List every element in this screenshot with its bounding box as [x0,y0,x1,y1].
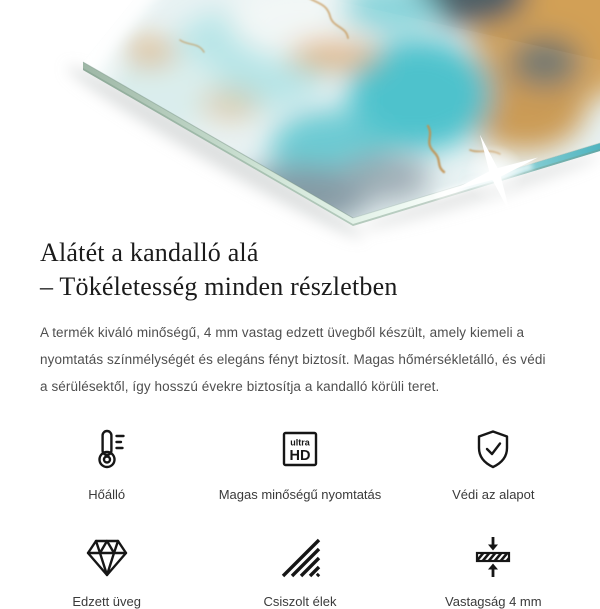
glass-panel-image [0,0,600,230]
feature-label: Magas minőségű nyomtatás [218,487,382,502]
badge-text-ultra: ultra [290,437,310,448]
polished-edges-icon [276,533,324,581]
feature-tempered-glass [10,533,203,609]
ultra-hd-badge-icon [276,426,324,474]
shield-check-icon [469,426,517,474]
feature-protects-base [397,426,590,503]
feature-label: Védi az alapot [452,487,535,502]
feature-thickness [397,533,590,609]
feature-label: Vastagság 4 mm [445,593,542,609]
product-description: A termék kiváló minőségű, 4 mm vastag edzett üvegből készült, amely kiemeli a nyomtatás színmélységét és elegáns fényt biztosít. Magas hőmérsékletálló, és védi a sérülésektől, így hosszú évekre biztosítja a kandalló körüli teret. [40,325,546,394]
title-line-1: Alátét a kandalló alá [40,238,259,267]
feature-label: Edzett üveg [72,593,141,609]
title-line-2: – Tökéletesség minden részletben [40,272,398,301]
feature-polished-edges [203,533,396,609]
badge-text-hd: HD [289,448,311,464]
feature-label: Csiszolt élek [263,593,337,609]
feature-print-quality [203,426,396,503]
product-image [0,0,600,230]
page-title [40,236,560,304]
thickness-4mm-icon [469,533,517,581]
feature-grid [10,426,590,609]
feature-label: Hőálló [88,487,126,502]
feature-heat-resistant [10,426,203,503]
content-block [0,230,600,400]
thermometer-icon [83,426,131,474]
diamond-icon [83,533,131,581]
